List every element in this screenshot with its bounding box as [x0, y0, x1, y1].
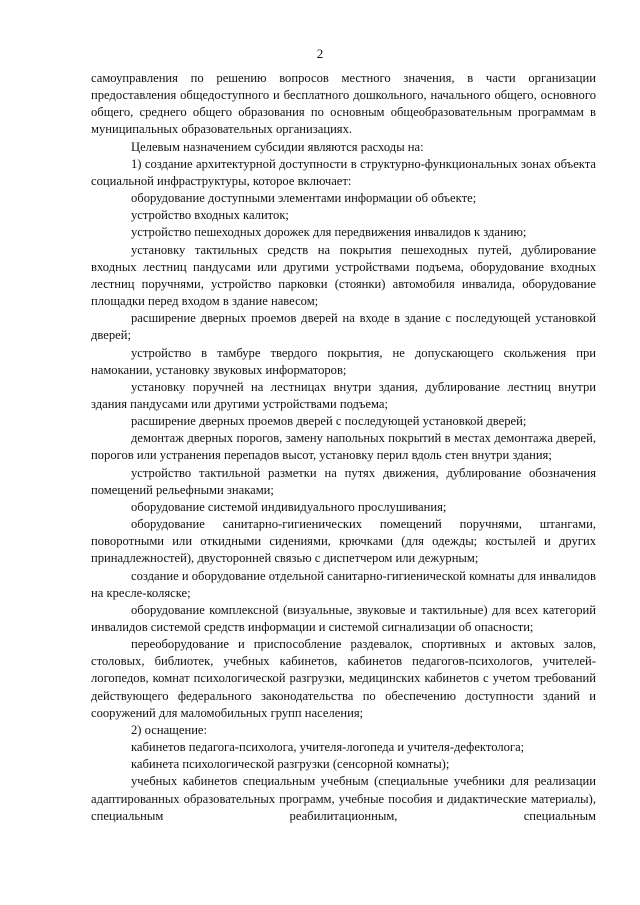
paragraph: устройство тактильной разметки на путях движения, дублирование обозначения помещений рельефными знаками; [91, 465, 596, 497]
paragraph: расширение дверных проемов дверей с последующей установкой дверей; [131, 414, 527, 429]
paragraph: переоборудование и приспособление раздевалок, спортивных и актовых залов, столовых, библиотек, учебных кабинетов, кабинетов педагогов-психологов, учителей-логопедов, комнат психологической разгрузки, медицинских кабинетов с учетом требований действующего федерального законодательства по обеспечению доступности зданий и сооружений для маломобильных групп населения; [91, 637, 596, 720]
paragraph: Целевым назначением субсидии являются расходы на: [131, 139, 424, 154]
document-body [91, 70, 596, 825]
paragraph: установку тактильных средств на покрытия пешеходных путей, дублирование входных лестниц пандусами или другими устройствами подъема, оборудование входных лестниц поручнями, устройство парковки (стоянки) автомобиля инвалида, оборудование площадки перед входом в здание навесом; [91, 242, 596, 309]
paragraph: кабинета психологической разгрузки (сенсорной комнаты); [131, 757, 450, 772]
paragraph: создание и оборудование отдельной санитарно-гигиенической комнаты для инвалидов на кресле-коляске; [91, 568, 596, 600]
paragraph: самоуправления по решению вопросов местного значения, в части организации предоставления общедоступного и бесплатного дошкольного, начального общего, основного общего, среднего общего образования по основным общеобразовательным программам в муниципальных образовательных организациях. [91, 71, 596, 137]
paragraph: установку поручней на лестницах внутри здания, дублирование лестниц внутри здания пандусами или другими устройствами подъема; [91, 379, 596, 411]
paragraph: расширение дверных проемов дверей на входе в здание с последующей установкой дверей; [91, 311, 596, 343]
paragraph: устройство пешеходных дорожек для передвижения инвалидов к зданию; [131, 225, 527, 240]
paragraph: демонтаж дверных порогов, замену напольных покрытий в местах демонтажа дверей, порогов или устранения перепадов высот, установку перил вдоль стен внутри здания; [91, 431, 596, 463]
paragraph: 1) создание архитектурной доступности в структурно-функциональных зонах объекта социальной инфраструктуры, которое включает: [91, 156, 596, 188]
paragraph: оборудование системой индивидуального прослушивания; [131, 499, 447, 514]
paragraph: оборудование доступными элементами информации об объекте; [131, 191, 477, 206]
paragraph: устройство входных калиток; [131, 208, 289, 223]
page-number: 2 [316, 46, 324, 61]
paragraph: оборудование комплексной (визуальные, звуковые и тактильные) для всех категорий инвалидов системой средств информации и системой сигнализации об опасности; [91, 602, 596, 634]
paragraph: кабинетов педагога-психолога, учителя-логопеда и учителя-дефектолога; [131, 740, 525, 755]
paragraph: учебных кабинетов специальным учебным (специальные учебники для реализации адаптированных образовательных программ, учебные пособия и дидактические материалы), специальным реабилитационным, специальным [91, 774, 596, 823]
paragraph: 2) оснащение: [131, 722, 208, 737]
paragraph: оборудование санитарно-гигиенических помещений поручнями, штангами, поворотными или откидными сидениями, крючками (для одежды; костылей и других принадлежностей), двусторонней связью с диспетчером или дежурным; [91, 517, 596, 566]
paragraph: устройство в тамбуре твердого покрытия, не допускающего скольжения при намокании, установку звуковых информаторов; [91, 345, 596, 377]
